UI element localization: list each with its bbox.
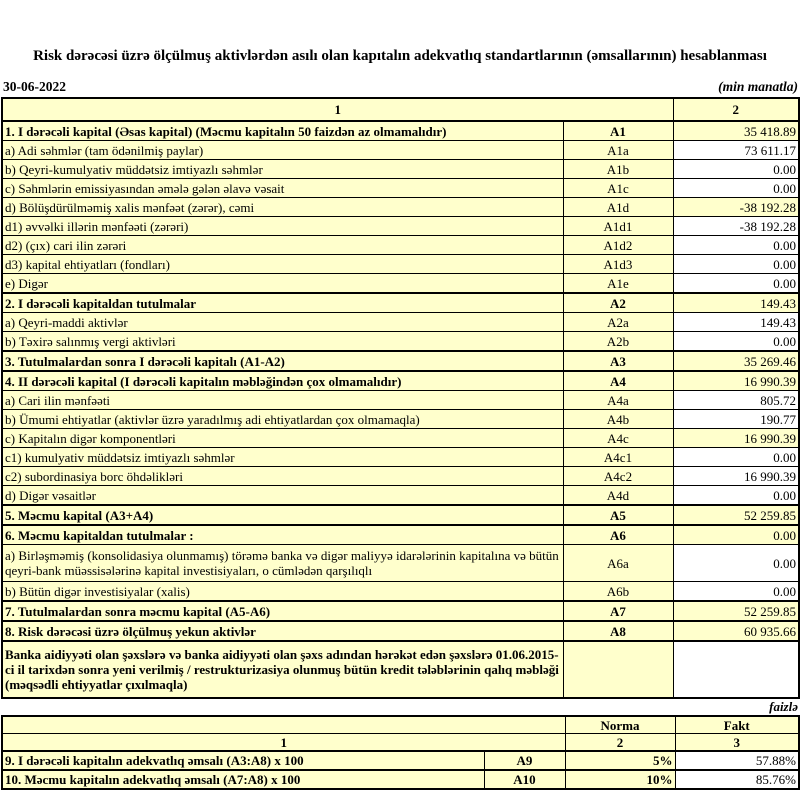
row-label: e) Digər (2, 274, 563, 294)
row-value: 0.00 (673, 274, 799, 294)
table-row (2, 332, 799, 352)
table-row (2, 351, 799, 371)
row-label: 8. Risk dərəcəsi üzrə ölçülmuş yekun aktivlər (2, 621, 563, 641)
row-label: d3) kapital ehtiyatları (fondları) (2, 255, 563, 274)
row-label: c) Kapitalın digər komponentləri (2, 429, 563, 448)
table-row (2, 505, 799, 525)
row-code: A4a (563, 391, 673, 410)
row-norma-value: 10% (565, 770, 675, 789)
row-code: A4b (563, 410, 673, 429)
row-value: 0.00 (673, 332, 799, 352)
row-code: A1c (563, 179, 673, 198)
row-value: 35 418.89 (673, 121, 799, 141)
table-row (2, 371, 799, 391)
report-page (0, 46, 800, 803)
ratios-table (1, 715, 800, 790)
row-label: c1) kumulyativ müddətsiz imtiyazlı səhmlər (2, 448, 563, 467)
row-value: 0.00 (673, 448, 799, 467)
table-header-row (2, 98, 799, 121)
row-code: A9 (484, 751, 565, 770)
row-code: A4d (563, 486, 673, 506)
table-row (2, 467, 799, 486)
column-number-main: 1 (2, 98, 673, 121)
row-code: A4c (563, 429, 673, 448)
row-value: 16 990.39 (673, 371, 799, 391)
report-date: 30-06-2022 (3, 79, 66, 94)
table-header-row (2, 734, 799, 752)
row-code: A3 (563, 351, 673, 371)
row-code: A7 (563, 601, 673, 621)
row-label: b) Bütün digər investisiyalar (xalis) (2, 582, 563, 602)
row-value: 190.77 (673, 410, 799, 429)
table-row (2, 751, 799, 770)
row-code: A1d3 (563, 255, 673, 274)
row-label: 3. Tutulmalardan sonra I dərəcəli kapitalı (A1-A2) (2, 351, 563, 371)
row-label: a) Birləşməmiş (konsolidasiya olunmamış) törəmə banka və digər maliyyə idarələrinin kapitalına və bütün qeyri-bank müəssisələrinə kapital investisiyaları, o cümlədən qarşılıqlı (2, 545, 563, 582)
row-code: A1d (563, 198, 673, 217)
row-label: 6. Məcmu kapitaldan tutulmalar : (2, 525, 563, 545)
row-label: 5. Məcmu kapital (A3+A4) (2, 505, 563, 525)
row-label: Banka aidiyyəti olan şəxslərə və banka aidiyyəti olan şəxs adından hərəkət edən şəxslərə 01.06.2015-ci il tarixdən sonra yeni verilmiş / restrukturizasiya olunmuş bütün kredit tələblərinin qalıq məbləği (məqsədli ehtiyyatlar çıxılmaqla) (2, 641, 563, 698)
row-label: b) Təxirə salınmış vergi aktivləri (2, 332, 563, 352)
table-row (2, 448, 799, 467)
row-code: A10 (484, 770, 565, 789)
row-label: b) Qeyri-kumulyativ müddətsiz imtiyazlı səhmlər (2, 160, 563, 179)
row-label: c2) subordinasiya borc öhdəlikləri (2, 467, 563, 486)
row-label: b) Ümumi ehtiyatlar (aktivlər üzrə yaradılmış adi ehtiyatlardan çox olmamaqla) (2, 410, 563, 429)
table-row (2, 770, 799, 789)
row-value (673, 641, 799, 698)
row-code: A2 (563, 293, 673, 313)
row-value: 0.00 (673, 236, 799, 255)
row-value: -38 192.28 (673, 198, 799, 217)
row-value: 0.00 (673, 545, 799, 582)
row-code: A1d2 (563, 236, 673, 255)
row-value: 0.00 (673, 582, 799, 602)
capital-adequacy-table (1, 97, 800, 699)
table-row (2, 255, 799, 274)
table-row (2, 141, 799, 160)
row-value: 0.00 (673, 525, 799, 545)
row-value: 0.00 (673, 179, 799, 198)
unit-note: (min manatla) (718, 79, 798, 94)
meta-row (3, 79, 798, 95)
row-value: 52 259.85 (673, 601, 799, 621)
table-row (2, 217, 799, 236)
row-label: d2) (çıx) cari ilin zərəri (2, 236, 563, 255)
table-row (2, 236, 799, 255)
row-norma-value: 5% (565, 751, 675, 770)
header-empty-cell (2, 716, 565, 734)
row-label: d1) əvvəlki illərin mənfəəti (zərəri) (2, 217, 563, 236)
row-code: A6a (563, 545, 673, 582)
table-row (2, 160, 799, 179)
row-code: A1d1 (563, 217, 673, 236)
row-label: d) Digər vəsaitlər (2, 486, 563, 506)
row-value: 52 259.85 (673, 505, 799, 525)
table-row (2, 410, 799, 429)
row-fakt-value: 85.76% (675, 770, 799, 789)
row-code: A6b (563, 582, 673, 602)
row-code: A1a (563, 141, 673, 160)
column-number-value: 2 (673, 98, 799, 121)
row-value: 16 990.39 (673, 467, 799, 486)
column-number-fakt: 3 (675, 734, 799, 752)
percent-note: faizlə (769, 699, 798, 714)
row-code: A6 (563, 525, 673, 545)
row-value: 149.43 (673, 293, 799, 313)
row-code: A4c1 (563, 448, 673, 467)
table-row (2, 198, 799, 217)
row-code: A1 (563, 121, 673, 141)
row-label: 1. I dərəcəli kapital (Əsas kapital) (Məcmu kapitalın 50 faizdən az olmamalıdır) (2, 121, 563, 141)
row-label: a) Adi səhmlər (tam ödənilmiş paylar) (2, 141, 563, 160)
row-value: 73 611.17 (673, 141, 799, 160)
table-row (2, 486, 799, 506)
table-row (2, 293, 799, 313)
row-value: 35 269.46 (673, 351, 799, 371)
row-label: 4. II dərəcəli kapital (I dərəcəli kapitalın məbləğindən çox olmamalıdır) (2, 371, 563, 391)
header-norma: Norma (565, 716, 675, 734)
table-row (2, 313, 799, 332)
row-code (563, 641, 673, 698)
row-code: A4 (563, 371, 673, 391)
table-row (2, 582, 799, 602)
table-row (2, 274, 799, 294)
table-row (2, 621, 799, 641)
table-row (2, 545, 799, 582)
row-code: A2a (563, 313, 673, 332)
table-row (2, 601, 799, 621)
table-row (2, 525, 799, 545)
row-code: A2b (563, 332, 673, 352)
row-label: 10. Məcmu kapitalın adekvatlıq əmsalı (A7:A8) x 100 (2, 770, 484, 789)
row-fakt-value: 57.88% (675, 751, 799, 770)
table-row (2, 641, 799, 698)
row-code: A5 (563, 505, 673, 525)
row-value: -38 192.28 (673, 217, 799, 236)
row-label: 7. Tutulmalardan sonra məcmu kapital (A5-A6) (2, 601, 563, 621)
row-label: c) Səhmlərin emissiyasından əmələ gələn əlavə vəsait (2, 179, 563, 198)
row-value: 805.72 (673, 391, 799, 410)
column-number-main: 1 (2, 734, 565, 752)
table-row (2, 121, 799, 141)
row-value: 0.00 (673, 486, 799, 506)
row-value: 0.00 (673, 255, 799, 274)
page-title: Risk dərəcəsi üzrə ölçülmuş aktivlərdən asılı olan kapıtalın adekvatlıq standartlarının (əmsallarının) hesablanması (33, 48, 767, 64)
table-row (2, 179, 799, 198)
row-code: A1b (563, 160, 673, 179)
table-row (2, 391, 799, 410)
row-label: 9. I dərəcəli kapitalın adekvatlıq əmsalı (A3:A8) x 100 (2, 751, 484, 770)
table-header-row (2, 716, 799, 734)
header-fakt: Fakt (675, 716, 799, 734)
row-value: 0.00 (673, 160, 799, 179)
row-label: d) Bölüşdürülməmiş xalis mənfəət (zərər), cəmi (2, 198, 563, 217)
row-value: 149.43 (673, 313, 799, 332)
row-label: 2. I dərəcəli kapitaldan tutulmalar (2, 293, 563, 313)
column-number-norma: 2 (565, 734, 675, 752)
row-value: 16 990.39 (673, 429, 799, 448)
table-row (2, 429, 799, 448)
row-code: A1e (563, 274, 673, 294)
row-label: a) Cari ilin mənfəəti (2, 391, 563, 410)
row-code: A8 (563, 621, 673, 641)
row-value: 60 935.66 (673, 621, 799, 641)
row-code: A4c2 (563, 467, 673, 486)
row-label: a) Qeyri-maddi aktivlər (2, 313, 563, 332)
